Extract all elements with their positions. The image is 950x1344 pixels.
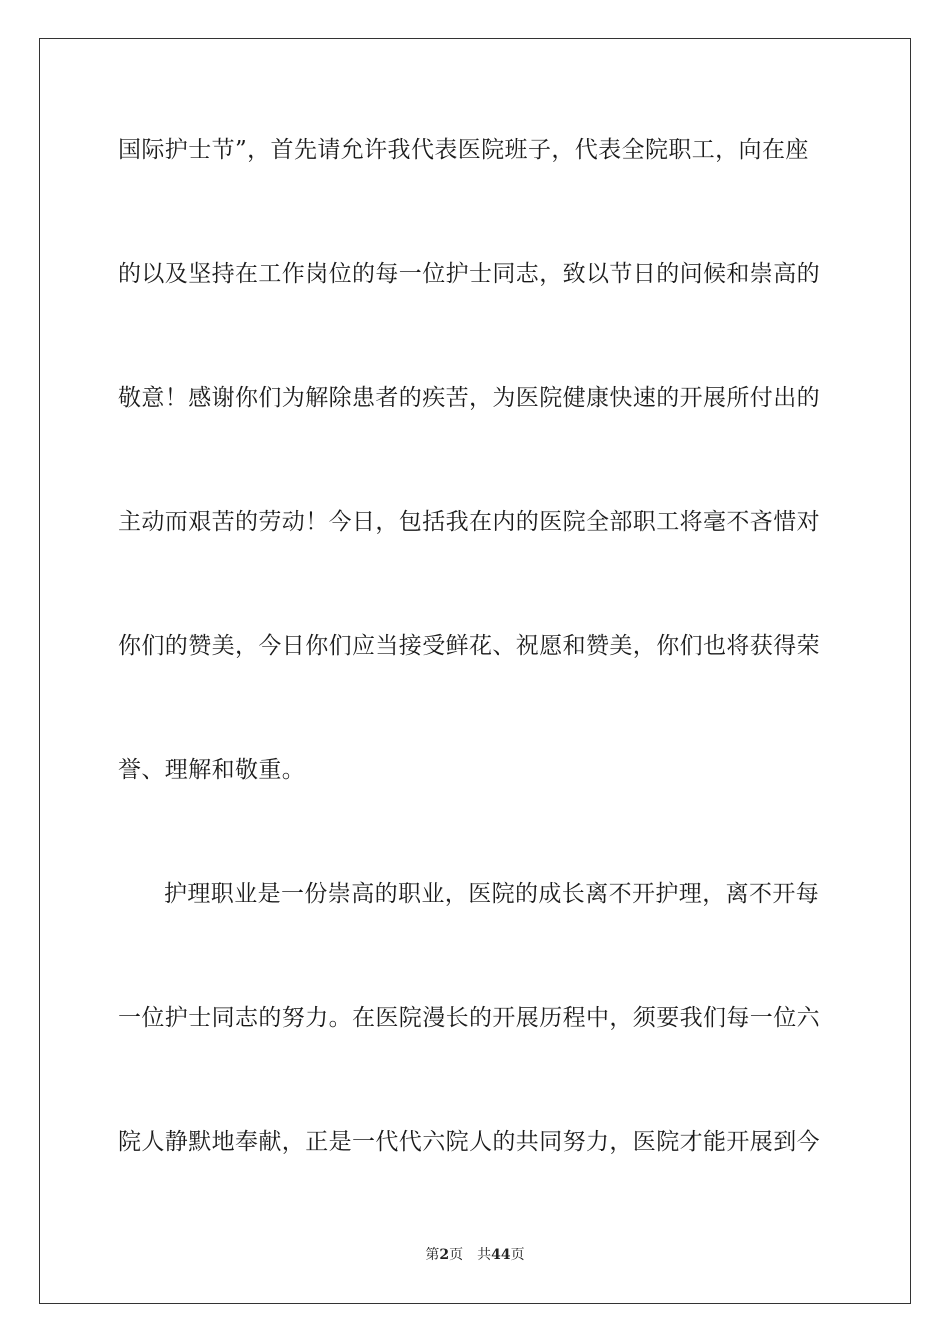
total-suffix: 页 xyxy=(510,1247,525,1263)
page-suffix: 页 xyxy=(449,1247,464,1263)
total-pages: 44 xyxy=(491,1247,511,1263)
text-line-2: 的以及坚持在工作岗位的每一位护士同志，致以节日的问候和崇高的 xyxy=(118,261,820,287)
text-line-8: 一位护士同志的努力。在医院漫长的开展历程中，须要我们每一位六 xyxy=(118,1005,820,1031)
page-number: 2 xyxy=(439,1247,450,1263)
total-prefix: 共 xyxy=(477,1247,492,1263)
text-line-3: 敬意！感谢你们为解除患者的疾苦，为医院健康快速的开展所付出的 xyxy=(118,385,820,411)
text-line-4: 主动而艰苦的劳动！今日，包括我在内的医院全部职工将毫不吝惜对 xyxy=(118,509,820,535)
page-prefix: 第 xyxy=(425,1247,440,1263)
text-line-9: 院人静默地奉献，正是一代代六院人的共同努力，医院才能开展到今 xyxy=(118,1129,820,1155)
text-line-6: 誉、理解和敬重。 xyxy=(118,757,306,783)
text-line-1: 国际护士节”，首先请允许我代表医院班子，代表全院职工，向在座 xyxy=(118,137,809,163)
page-footer xyxy=(0,1246,950,1264)
text-line-7: 护理职业是一份崇高的职业，医院的成长离不开护理，离不开每 xyxy=(164,881,820,907)
text-line-5: 你们的赞美，今日你们应当接受鲜花、祝愿和赞美，你们也将获得荣 xyxy=(118,633,820,659)
page-border xyxy=(39,38,911,1304)
